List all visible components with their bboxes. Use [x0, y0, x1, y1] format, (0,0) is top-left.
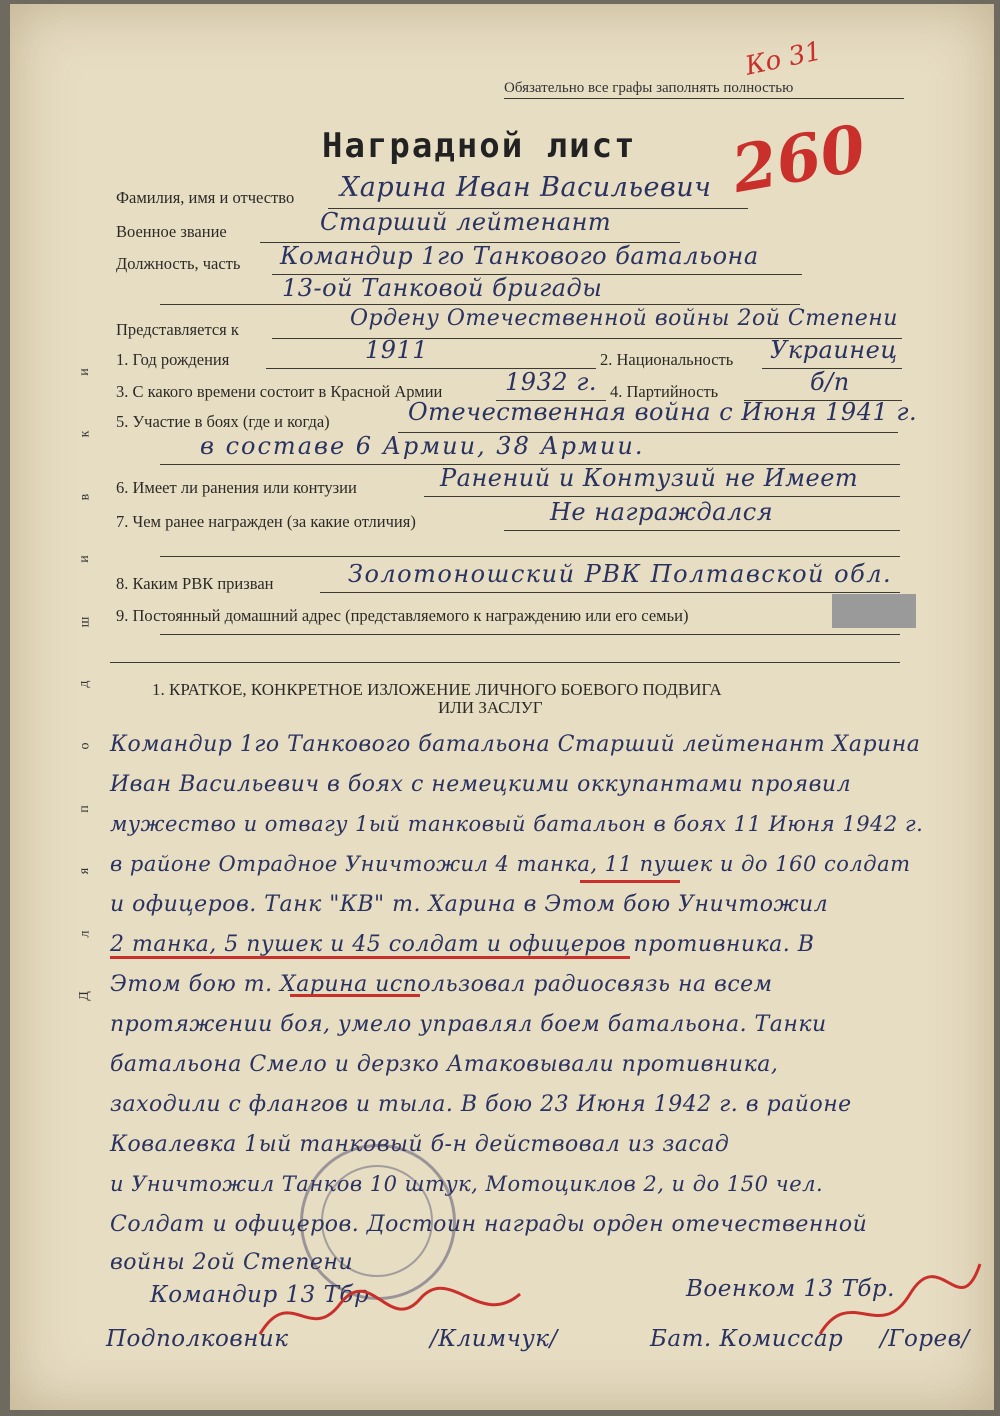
header-note: Обязательно все графы заполнять полностью — [504, 80, 794, 96]
redacted-address — [832, 594, 916, 628]
narrative-line: Ковалевка 1ый танковый б-н действовал из засад — [110, 1132, 730, 1157]
side-letter: и — [77, 555, 92, 563]
red-big-number: 260 — [726, 110, 872, 209]
narrative-line: Солдат и офицеров. Достоин награды орден отечественной — [110, 1212, 868, 1237]
narrative-line: 2 танка, 5 пушек и 45 солдат и офицеров противника. В — [110, 932, 815, 957]
army-since-label: 3. С какого времени состоит в Красной Армии — [116, 382, 443, 401]
side-letter: и — [77, 368, 92, 376]
position-value-2: 13-ой Танковой бригады — [282, 274, 603, 302]
commissar-name: /Горев/ — [880, 1326, 970, 1352]
position-label: Должность, часть — [116, 254, 241, 273]
narrative-line: протяжении боя, умело управлял боем батальона. Танки — [110, 1012, 827, 1037]
narrative-line: заходили с флангов и тыла. В бою 23 Июня 1942 г. в районе — [110, 1092, 852, 1117]
side-letter: п — [77, 804, 92, 813]
address-label: 9. Постоянный домашний адрес (представляемого к награждению или его семьи) — [116, 606, 689, 625]
nationality-value: Украинец — [770, 336, 898, 364]
recruitment-label: 8. Каким РВК призван — [116, 574, 274, 593]
name-value: Харина Иван Васильевич — [340, 172, 712, 203]
birth-year-label: 1. Год рождения — [116, 350, 230, 369]
red-signature-stroke — [820, 1264, 980, 1334]
side-letter: д — [77, 680, 92, 688]
name-label: Фамилия, имя и отчество — [116, 188, 295, 207]
wounds-value: Ранений и Контузий не Имеет — [440, 464, 859, 492]
side-caption — [70, 364, 100, 1004]
red-underline — [580, 880, 680, 883]
nationality-label: 2. Национальность — [600, 350, 734, 369]
red-signature-commander — [250, 1274, 530, 1354]
battles-label: 5. Участие в боях (где и когда) — [116, 412, 330, 431]
side-letter: Д — [77, 991, 92, 1001]
narrative-line: Командир 1го Танкового батальона Старший лейтенант Харина — [110, 732, 921, 757]
wounds-line — [424, 496, 900, 497]
narrative-line: и офицеров. Танк "КВ" т. Харина в Этом бою Уничтожил — [110, 892, 829, 917]
commander-rank: Подполковник — [106, 1326, 289, 1352]
commander-name: /Климчук/ — [430, 1326, 558, 1352]
battles-value-2: в составе 6 Армии, 38 Армии. — [200, 432, 645, 460]
award-sheet — [10, 4, 994, 1410]
commissar-rank: Бат. Комиссар — [650, 1326, 844, 1352]
battles-value-1: Отечественная война с Июня 1941 г. — [408, 398, 918, 426]
wounds-label: 6. Имеет ли ранения или контузии — [116, 478, 357, 497]
side-letter: я — [76, 867, 92, 875]
document-title: Наградной лист — [322, 126, 637, 166]
side-letter: л — [77, 930, 92, 938]
award-label: Представляется к — [116, 320, 239, 339]
side-letter: о — [77, 742, 92, 750]
rank-value: Старший лейтенант — [320, 208, 612, 236]
previous-awards-line — [504, 530, 900, 531]
side-letter: ш — [77, 616, 92, 627]
award-value: Ордену Отечественной войны 2ой Степени — [350, 306, 898, 331]
birth-year-value: 1911 — [365, 336, 429, 364]
rank-label: Военное звание — [116, 222, 227, 241]
red-registry-number: Ко 31 — [742, 36, 825, 82]
army-since-value: 1932 г. — [505, 368, 597, 396]
recruitment-line — [320, 592, 900, 593]
previous-awards-value: Не награждался — [550, 498, 774, 526]
red-signature-stroke — [260, 1288, 520, 1334]
address-line-2 — [110, 662, 900, 663]
red-signature-commissar — [810, 1254, 990, 1354]
narrative-line: Этом бою т. Харина использовал радиосвязь на всем — [110, 972, 773, 997]
narrative-line: войны 2ой Степени — [110, 1250, 354, 1275]
narrative-line: батальона Смело и дерзко Атаковывали противника, — [110, 1052, 779, 1077]
position-value-1: Командир 1го Танкового батальона — [280, 242, 759, 270]
side-letter: в — [77, 493, 92, 501]
section-title-line-1: 1. КРАТКОЕ, КОНКРЕТНОЕ ИЗЛОЖЕНИЕ ЛИЧНОГО БОЕВОГО ПОДВИГА — [152, 680, 722, 699]
party-label: 4. Партийность — [610, 382, 719, 401]
narrative-line: Иван Васильевич в боях с немецкими оккупантами проявил — [110, 772, 852, 797]
narrative-line: и Уничтожил Танков 10 штук, Мотоциклов 2, и до 150 чел. — [110, 1172, 824, 1196]
recruitment-value: Золотоношский РВК Полтавской обл. — [348, 560, 893, 588]
position-line-2 — [160, 304, 800, 305]
narrative-line: в районе Отрадное Уничтожил 4 танка, 11 пушек и до 160 солдат — [110, 852, 911, 876]
section-title-line-2: ИЛИ ЗАСЛУГ — [438, 698, 543, 717]
red-underline — [290, 994, 420, 997]
address-line-1 — [160, 634, 900, 635]
previous-awards-label: 7. Чем ранее награжден (за какие отличия) — [116, 512, 416, 531]
commander-title: Командир 13 Тбр — [150, 1282, 370, 1308]
party-value: б/п — [810, 368, 850, 396]
side-letter: к — [77, 430, 92, 438]
narrative-line: мужество и отвагу 1ый танковый батальон в боях 11 Июня 1942 г. — [110, 812, 924, 836]
commissar-title: Военком 13 Тбр. — [686, 1276, 895, 1302]
previous-awards-line-2 — [160, 556, 900, 557]
red-underline — [110, 956, 630, 959]
header-note-underline — [504, 98, 904, 99]
